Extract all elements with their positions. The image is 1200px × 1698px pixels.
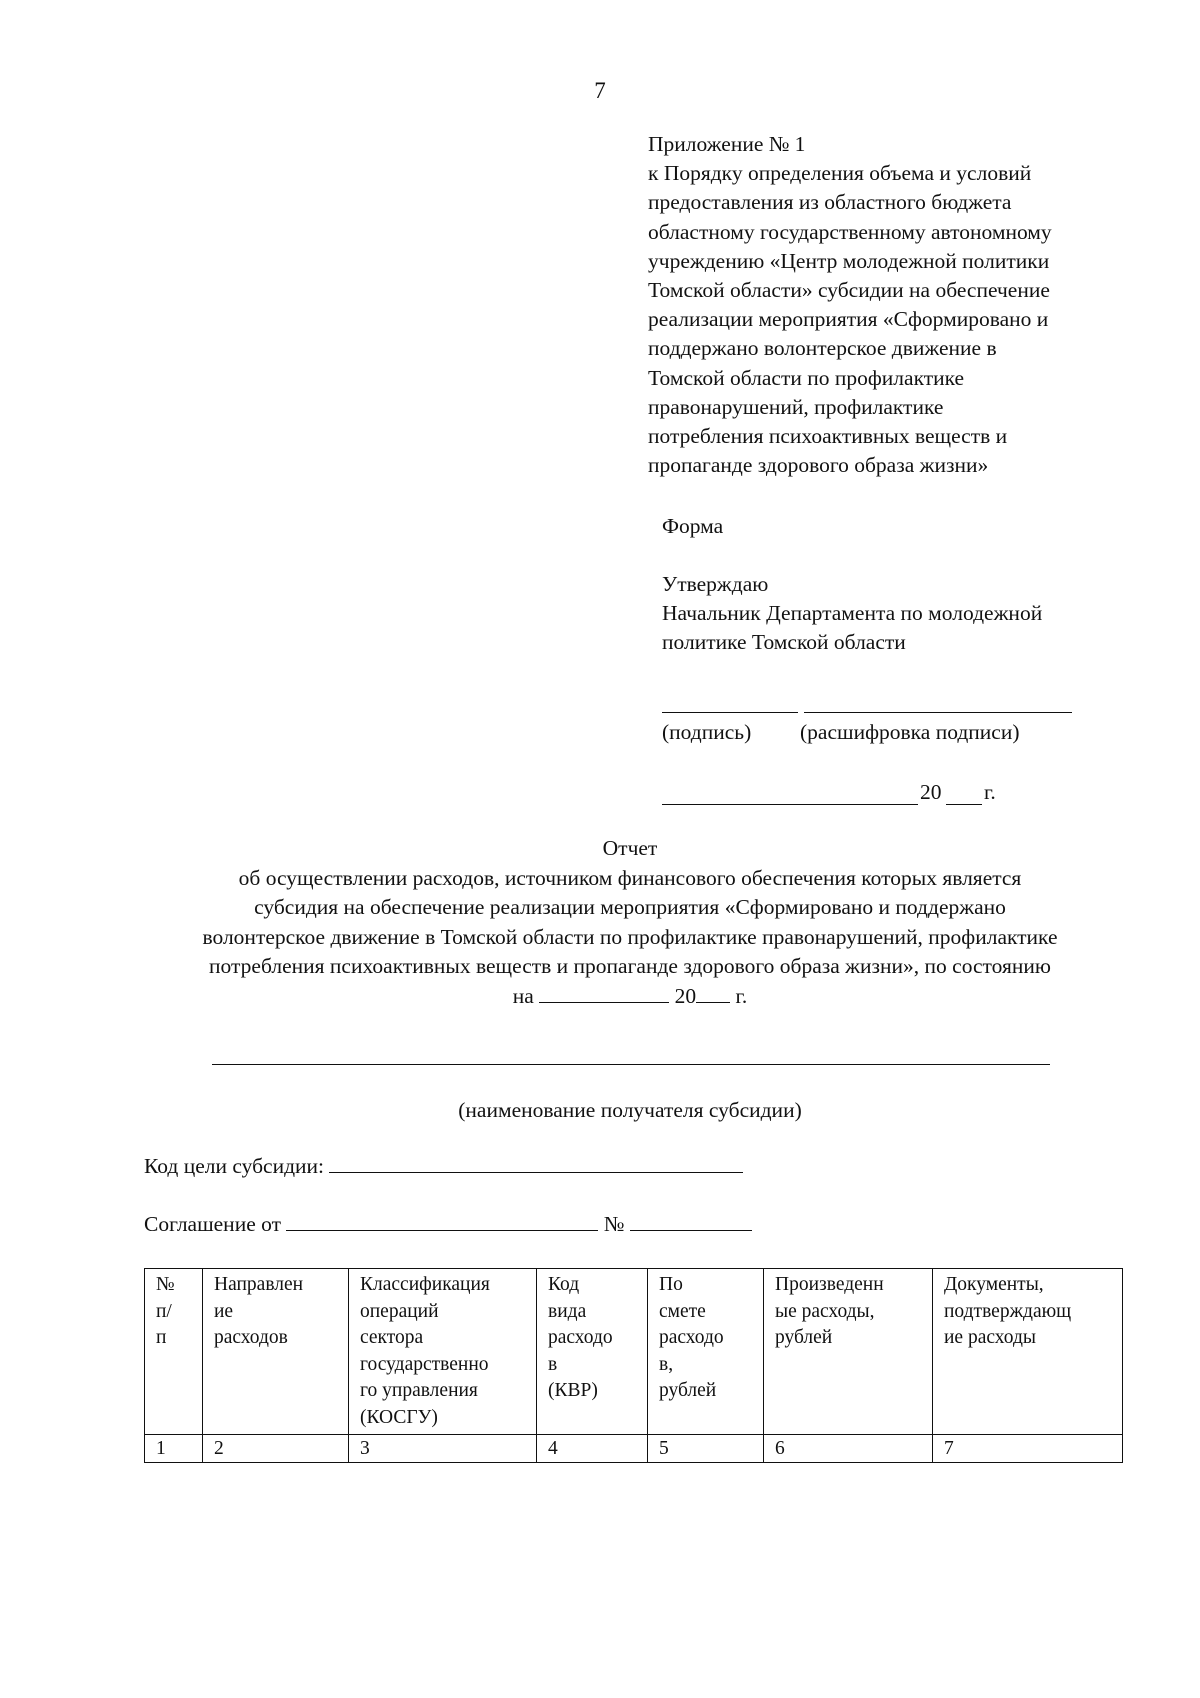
header-text: Произведенн (775, 1274, 884, 1295)
approval-date-suffix: г. (984, 780, 996, 804)
agreement-row (144, 1210, 752, 1239)
column-number-cell: 3 (349, 1434, 537, 1462)
approval-position: Начальник Департамента по молодежной (662, 601, 1043, 625)
header-text: Документы, (944, 1274, 1044, 1295)
annex-line: Томской области» субсидии на обеспечение (648, 278, 1050, 303)
header-text: вида (548, 1300, 587, 1322)
header-text: Направлен (214, 1274, 304, 1295)
report-title: Отчет (602, 836, 658, 860)
header-text: ые расходы, (775, 1300, 875, 1322)
header-text: (КОСГУ) (360, 1406, 438, 1428)
report-date-prefix: на (512, 983, 534, 1008)
header-text: смете (659, 1300, 706, 1322)
header-text: в, (659, 1353, 674, 1375)
signature-labels (662, 718, 1020, 747)
report-line: субсидия на обеспечение реализации мероприятия «Сформировано и поддержано (254, 895, 1006, 920)
approval-block (662, 570, 1042, 657)
recipient-name-line[interactable] (212, 1064, 1050, 1065)
header-text: в (548, 1353, 558, 1375)
agreement-label: Соглашение от (144, 1212, 281, 1236)
col-header-budget (648, 1269, 764, 1435)
col-header-number (145, 1269, 203, 1435)
annex-line: Томской области по профилактике (648, 365, 965, 390)
column-number-cell: 1 (145, 1434, 203, 1462)
annex-line: пропаганде здорового образа жизни» (648, 453, 989, 478)
annex-line: реализации мероприятия «Сформировано и (648, 307, 1049, 332)
column-number-cell: 5 (648, 1434, 764, 1462)
approval-position: политике Томской области (662, 630, 906, 654)
report-heading (0, 834, 1200, 1012)
approval-title: Утверждаю (662, 572, 769, 596)
col-header-kosgu (349, 1269, 537, 1435)
header-text: расходо (548, 1327, 613, 1349)
header-text: ие (214, 1300, 234, 1322)
page-number: 7 (594, 78, 606, 103)
signature-label: (подпись) (662, 720, 752, 744)
agreement-number-blank[interactable] (630, 1210, 752, 1231)
header-text: (КВР) (548, 1380, 598, 1402)
header-text: п (156, 1327, 167, 1349)
annex-line: потребления психоактивных веществ и (648, 424, 1008, 449)
recipient-caption: (наименование получателя субсидии) (458, 1098, 802, 1122)
col-header-kvr (537, 1269, 648, 1435)
subsidy-code-row (144, 1152, 743, 1181)
column-number-cell: 2 (203, 1434, 349, 1462)
column-number-cell: 7 (933, 1434, 1123, 1462)
report-date-year: 20 (674, 983, 697, 1008)
annex-line: поддержано волонтерское движение в (648, 336, 997, 361)
approval-date-year: 20 (920, 780, 942, 804)
column-number-cell: 6 (764, 1434, 933, 1462)
report-date (0, 982, 1200, 1012)
annex-line: учреждению «Центр молодежной политики (648, 248, 1050, 273)
annex-line: предоставления из областного бюджета (648, 190, 1012, 215)
signature-line[interactable] (662, 712, 798, 713)
approval-date-blank[interactable] (662, 804, 918, 805)
header-text: рублей (775, 1327, 833, 1349)
col-header-spent (764, 1269, 933, 1435)
expenses-table (144, 1268, 1123, 1463)
table-row (145, 1434, 1123, 1462)
annex-title: Приложение № 1 (648, 132, 806, 156)
header-text: ие расходы (944, 1327, 1036, 1349)
report-date-blank[interactable] (539, 984, 669, 1003)
signature-decode-label: (расшифровка подписи) (800, 720, 1020, 744)
form-label: Форма (662, 514, 724, 538)
approval-year-blank[interactable] (946, 804, 982, 805)
header-text: операций (360, 1300, 439, 1322)
report-year-blank[interactable] (696, 984, 730, 1003)
header-text: го управления (360, 1380, 478, 1402)
col-header-documents (933, 1269, 1123, 1435)
agreement-date-blank[interactable] (286, 1210, 598, 1231)
subsidy-code-label: Код цели субсидии: (144, 1154, 325, 1178)
header-text: рублей (659, 1380, 717, 1402)
report-date-suffix: г. (735, 983, 748, 1008)
annex-line: областному государственному автономному (648, 219, 1052, 244)
header-text: расходо (659, 1327, 724, 1349)
annex-line: к Порядку определения объема и условий (648, 161, 1032, 186)
header-text: Классификация (360, 1274, 490, 1295)
subsidy-code-blank[interactable] (329, 1152, 743, 1173)
header-text: сектора (360, 1327, 424, 1349)
annex-line: правонарушений, профилактике (648, 394, 944, 419)
header-text: № (156, 1274, 175, 1295)
col-header-direction (203, 1269, 349, 1435)
annex-header (648, 130, 1052, 480)
signature-decode-line[interactable] (804, 712, 1072, 713)
agreement-number-sign: № (603, 1212, 625, 1236)
header-text: Код (548, 1274, 580, 1295)
column-number-cell: 4 (537, 1434, 648, 1462)
header-text: подтверждающ (944, 1300, 1072, 1322)
report-line: волонтерское движение в Томской области по профилактике правонарушений, профилактике (202, 924, 1058, 949)
header-text: По (659, 1274, 683, 1295)
header-text: расходов (214, 1327, 288, 1349)
report-line: об осуществлении расходов, источником финансового обеспечения которых является (238, 865, 1022, 890)
report-line: потребления психоактивных веществ и пропаганде здорового образа жизни», по состоянию (209, 954, 1051, 979)
header-text: государственно (360, 1353, 489, 1375)
header-text: п/ (156, 1300, 172, 1322)
table-header-row (145, 1269, 1123, 1435)
